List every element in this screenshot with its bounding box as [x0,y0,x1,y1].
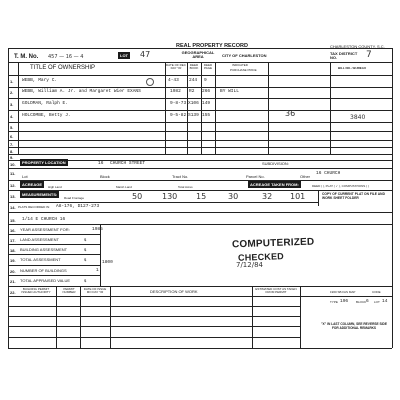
property-location-label: PROPERTY LOCATION [22,160,66,165]
type-value: 196 [340,299,349,304]
county-label: CHARLESTON COUNTY, S.C. [330,44,385,49]
measurement-value: 15 [196,192,207,201]
row-line [8,190,392,191]
year-assessment-value: 1985 [92,227,103,232]
row-line [8,122,392,123]
row-number: 18. [10,248,16,253]
row-line [8,147,392,148]
block-field-label: Block [100,174,110,179]
row-number: 8. [10,149,14,154]
bill-no-label: BILL NO. / BUREAU [338,66,367,70]
row15-value: 1/14 E CHURCH 16 [22,217,66,222]
lot-code-label: LOT [374,300,380,304]
acreage-label: ACREAGE [22,182,43,187]
total-appraised-currency: $ [84,278,87,283]
owner-date: 1982 [170,89,181,94]
total-assessment-currency: $ [84,257,87,262]
row-line [8,306,300,307]
row-line [8,140,392,141]
type-label: TYPE [330,300,338,304]
form-bottom-border [8,348,392,349]
measurements-label: MEASUREMENTS: [22,192,58,197]
row-number: 4. [10,114,14,119]
row-line [8,244,100,245]
row-line [8,154,392,155]
owner-page: 266 [202,89,211,94]
row-line [8,202,318,203]
row-number: 15. [10,218,16,223]
header-divider [8,62,392,63]
row-number: 21. [10,279,16,284]
row-number: 16. [10,228,16,233]
owner-note: 36 [285,109,296,118]
measurement-value: 30 [228,192,239,201]
row-line [8,265,100,266]
lot-value: 47 [140,50,151,59]
row-number: 20. [10,269,16,274]
col-building-permit: BUILDING PERMIT ISSUED AUTHORITY [21,287,51,294]
row-number: 22. [10,290,16,295]
street-number: 16 [98,161,104,166]
form-right-border [392,48,393,348]
owner-book: R2 [189,89,195,94]
work-col-divider [110,286,111,348]
building-assessment-currency: $ [84,247,87,252]
owner-book: S139 [188,113,199,118]
row-line [8,75,392,76]
geo-area-label: GEOGRAPHICAL AREA [181,50,215,59]
work-col-divider [252,286,253,348]
measurement-value: 130 [162,192,178,201]
circle-mark [146,78,154,86]
record-title: REAL PROPERTY RECORD [176,43,248,49]
number-of-buildings-value: 1 [96,268,99,273]
row-line [8,87,392,88]
number-of-buildings-label: NUMBER OF BUILDINGS [20,268,67,273]
work-col-divider [80,286,81,348]
col-description-of-work: DESCRIPTION OF WORK [150,289,198,294]
col-purchase-price: PURCHASE PRICE [230,68,257,72]
row-number: 17. [10,238,16,243]
row-line [8,337,300,338]
row-line [8,326,300,327]
row-line [8,254,100,255]
row-line [8,212,392,213]
measurement-value: 50 [132,192,143,201]
checked-date: 7/12/84 [236,261,263,269]
owner-page: 149 [202,101,211,106]
row-number: 10. [10,162,16,167]
owner-name: WEBB, William A. Jr. and Margaret Wier EXANS [22,89,141,94]
total-appraised-label: TOTAL APPRAISED VALUE [20,278,71,283]
owner-name: HOLCOMBE, Betty J. [22,113,71,118]
assessment-divider [100,224,101,286]
title-of-ownership-label: TITLE OF OWNERSHIP [30,65,96,71]
owner-date: 9-8-73 [170,101,187,106]
col-date-of-rec: DATE OF REC DAY YR [166,63,186,70]
row-line [8,275,100,276]
lot-code-value: 14 [382,299,388,304]
owner-page: 9 [204,78,207,83]
block-label: BLOCK [356,300,367,304]
owner-book: 244 [189,78,198,83]
owner-date: 9-5-82 [170,113,187,118]
row-number: 9. [10,155,14,160]
col-date-of-issue: DATE OF ISSUE MO DAY YR [83,287,107,294]
col-deed-book: DEED BOOK [189,63,199,70]
city-label: CITY OF CHARLESTON [222,53,267,58]
row-number: 11. [10,171,16,176]
acreage-taken-from-label: ACREAGE TAKEN FROM: [250,182,299,187]
owner-price: BY WILL [220,89,239,94]
row-number: 6. [10,134,14,139]
copy-note-divider [318,190,319,206]
marsh-land-label: Marsh Land [116,185,132,189]
row-line [8,110,392,111]
tms-label: T. M. No. [14,54,39,60]
owner-name: WEBB, Mary C. [22,78,58,83]
building-assessment-label: BUILDING ASSESSMENT [20,247,68,252]
col-estimated-cost: ESTIMATED COST AS TAKEN FROM PERMIT [255,287,297,294]
row-number: 1. [10,79,14,84]
measurement-value: 32 [262,192,273,201]
row-line [8,316,300,317]
form-left-border [8,48,9,348]
tax-district-label: TAX DISTRICT NO. [330,51,358,60]
row-number: 19. [10,258,16,263]
year-assessment-label: YEAR ASSESSMENT FOR: [20,227,70,232]
footnote: "X" IN LAST COLUMN, SEE REVERSE SIDE FOR ADDITIONAL REMARKS [321,322,387,331]
computerized-stamp: COMPUTERIZED [231,236,315,251]
land-assessment-label: LAND ASSESSMENT [20,237,59,242]
col-deed-page: DEED PAGE [203,63,213,70]
row-line [8,296,392,297]
lot-label: LOT [120,53,128,58]
other-field-value: 16 CHURCH [316,171,341,176]
lot-field-label: Lot [22,174,28,179]
fire-map-label: 1960 SB FAS MAP [330,290,356,294]
owner-book-2: 155 [202,113,211,118]
subdivision-label: SUBDIVISION: [262,161,289,166]
row-number: 14. [10,205,16,210]
row-line [8,234,100,235]
other-field-label: Other [300,174,311,179]
owner-book: X106 [188,101,199,106]
owner-extra: 3840 [350,114,366,121]
owner-name: GOLDMAN, Ralph E. [22,101,68,106]
tract-field-label: Tract No. [172,174,189,179]
plats-recorded-label: PLATS RECORDED IN: [18,205,50,209]
row-number: 2. [10,90,14,95]
work-col-divider [56,286,57,348]
checked-stamp: CHECKED [237,251,285,263]
land-assessment-currency: $ [84,237,87,242]
row-line [8,180,392,181]
measurement-value: 101 [290,192,306,201]
parcel-field-label: Parcel No. [246,174,265,179]
plats-recorded-value: A8-176, D127-273 [56,204,100,209]
high-land-label: High Land [48,185,62,189]
row-number: 13. [10,194,16,199]
row-line [8,131,392,132]
owner-date: 4-43 [168,78,179,83]
row-line [8,168,392,169]
total-acres-label: Total Acres [178,185,193,189]
street-name: CHURCH STREET [110,161,146,166]
road-frontage-label: Road Frontage [64,196,85,200]
total-assessment-value: 1800 [102,260,113,265]
row-line [8,224,392,225]
block-value: 6 [366,299,369,304]
total-assessment-label: TOTAL ASSESSMENT [20,257,61,262]
fire-map-code-label: CODE [372,290,381,294]
work-col-divider [300,286,301,348]
col-permit-number: PERMIT NUMBER [62,287,76,294]
row-number: 7. [10,142,14,147]
row-number: 3. [10,102,14,107]
tms-value: 457 — 16 — 4 [48,54,84,60]
row-number: 12. [10,183,16,188]
row-line [8,98,392,99]
col-indicated: INDICATED [232,63,248,67]
acreage-options: DEED ( ), PLAT ( ✓ ), COMPUTATIONS ( ) [312,184,369,188]
row-number: 5. [10,125,14,130]
copy-plat-note: COPY OF CURRENT PLAT ON FILE AND WORK SHEET FOLDER [322,192,385,201]
tax-district-value: 7 [366,50,372,60]
